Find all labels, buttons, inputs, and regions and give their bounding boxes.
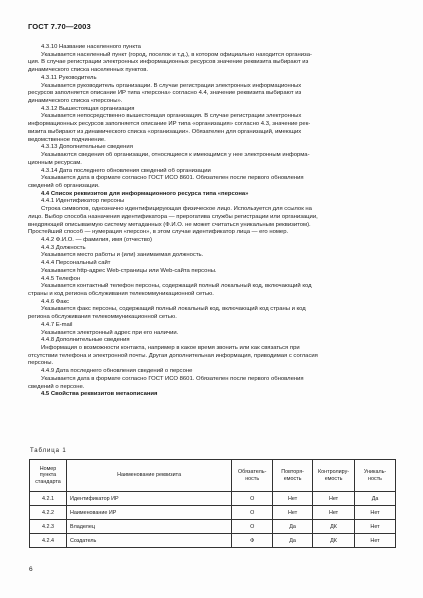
obligation-cell: О	[232, 506, 273, 520]
controllability-cell: ДК	[313, 520, 355, 534]
text-line: Указывается контактный телефон персоны, содержащий полный локальный код, включающий код	[41, 283, 312, 290]
table-row	[30, 492, 396, 506]
text-line: внедряющей описываемую систему метаданных (Ф.И.О. не может считаться уникальным реквизитом).	[28, 221, 311, 228]
repeatability-cell: Нет	[273, 492, 313, 506]
text-line: Указывается населенный пункт (город, поселок и т.д.), в котором официально находится организа-	[41, 51, 312, 58]
header-clause-number: Номер пункта стандарта	[30, 460, 67, 492]
table-row	[30, 506, 396, 520]
clause-number-cell: 4.2.1	[30, 492, 67, 506]
text-line: Указывается дата в формате согласно ГОСТ ИСО 8601. Обязателен после первого обновления	[41, 375, 304, 382]
text-line: Указывается место работы и (или) занимаемая должность.	[41, 252, 204, 259]
table-header-row	[30, 460, 396, 492]
controllability-cell: ДК	[313, 534, 355, 548]
page-number: 6	[29, 566, 33, 573]
properties-table	[29, 459, 396, 548]
attribute-name-cell: Идентификатор ИР	[66, 492, 231, 506]
uniqueness-cell: Нет	[355, 534, 396, 548]
document-header: ГОСТ 7.70—2003	[28, 22, 91, 31]
text-line: ведомственное подчинение.	[28, 136, 106, 143]
text-line: 4.4.7 E-mail	[41, 321, 73, 328]
clause-number-cell: 4.2.3	[30, 520, 67, 534]
text-line: сведений о персоне.	[28, 383, 85, 390]
text-line: персоны.	[28, 360, 54, 367]
text-line: 4.4.1 Идентификатор персоны	[41, 198, 125, 205]
text-line: Указывается руководитель организации. В случае регистрации электронных информационных	[41, 82, 302, 89]
text-line: 4.4.5 Телефон	[41, 275, 81, 282]
clause-number-cell: 4.2.2	[30, 506, 67, 520]
text-line: 4.3.14 Дата последнего обновления сведений об организации	[41, 167, 211, 174]
text-line: динамического списка населенных пунктов.	[28, 67, 149, 74]
text-line: 4.3.11 Руководитель	[41, 74, 97, 81]
header-attribute-name: Наименование реквизита	[66, 460, 231, 492]
repeatability-cell: Да	[273, 520, 313, 534]
table-caption: Таблица 1	[30, 448, 67, 454]
table-body	[30, 492, 396, 548]
text-line: Указывается электронный адрес при его наличии.	[41, 329, 179, 336]
header-obligation: Обязатель-ность	[232, 460, 273, 492]
text-line: ресурсов заполняется описание ИР типа «персона» согласно 4.4, значение реквизита выбирают из	[28, 90, 302, 97]
controllability-cell: Нет	[313, 506, 355, 520]
clause-number-cell: 4.2.4	[30, 534, 67, 548]
text-line: Простейший способ — нумерация «персон», в этом случае идентификатор лица — его номер.	[28, 229, 289, 236]
uniqueness-cell: Нет	[355, 506, 396, 520]
obligation-cell: О	[232, 492, 273, 506]
obligation-cell: Ф	[232, 534, 273, 548]
text-line: 4.4.2 Ф.И.О. — фамилия, имя (отчество)	[41, 236, 153, 243]
header-uniqueness: Уникаль-ность	[355, 460, 396, 492]
text-line: информационных ресурсов заполняется описание ИР типа «организация» согласно 4.3, значение рек-	[28, 121, 311, 128]
text-line: 4.3.12 Вышестоящая организация	[41, 105, 135, 112]
repeatability-cell: Да	[273, 534, 313, 548]
text-line: сведений об организации.	[28, 182, 100, 189]
body-text	[28, 44, 396, 399]
repeatability-cell: Нет	[273, 506, 313, 520]
text-line: 4.3.13 Дополнительные сведения	[41, 144, 133, 151]
text-line: визита выбирают из динамического списка «организации». Обязателен для организаций, имеющих	[28, 128, 302, 135]
text-line: Указывается факс персоны, содержащий полный локальный код, включающий код страны и код	[41, 306, 306, 313]
header-repeatability: Повторя-емость	[273, 460, 313, 492]
attribute-name-cell: Владелец	[66, 520, 231, 534]
table-row	[30, 520, 396, 534]
text-line: 4.4.3 Должность	[41, 244, 86, 251]
text-line: 4.5 Свойства реквизитов метаописания	[41, 391, 158, 398]
text-line: 4.4 Список реквизитов для информационного ресурса типа «персона»	[41, 190, 249, 197]
text-line: динамического списка «персоны».	[28, 98, 123, 105]
uniqueness-cell: Нет	[355, 520, 396, 534]
text-line: страны и код региона обслуживания телекоммуникационной сетью.	[28, 291, 214, 297]
text-line: 4.4.6 Факс	[41, 298, 70, 305]
text-line: 4.4.8 Дополнительные сведения	[41, 337, 130, 344]
header-controllability: Контролиру-емость	[313, 460, 355, 492]
obligation-cell: О	[232, 520, 273, 534]
text-line: отсутствии телефона и электронной почты. Другая дополнительная информация, приводимая с согласия	[28, 352, 318, 359]
uniqueness-cell: Да	[355, 492, 396, 506]
text-line: Указывается дата в формате согласно ГОСТ ИСО 8601. Обязателен после первого обновления	[41, 175, 304, 182]
text-line: Информация о возможности контакта, например в какое время звонить или как связаться при	[41, 345, 300, 352]
text-line: 4.3.10 Название населенного пункта	[41, 44, 141, 50]
controllability-cell: Нет	[313, 492, 355, 506]
text-line: 4.4.9 Дата последнего обновления сведений о персоне	[41, 368, 193, 375]
text-line: ционным ресурсам.	[28, 159, 82, 166]
attribute-name-cell: Наименование ИР	[66, 506, 231, 520]
text-line: лицо. Выбор способа назначения идентификатора — прерогатива службы регистрации или организации,	[28, 213, 318, 220]
text-line: Указывается http-адрес Web-страницы или Web-сайта персоны.	[41, 267, 217, 274]
text-line: 4.4.4 Персональный сайт	[41, 260, 111, 267]
text-line: ция. В случае регистрации электронных информационных ресурсов значение реквизита выбирают из	[28, 59, 309, 66]
text-line: региона обслуживания телекоммуникационной сетью.	[28, 314, 177, 321]
text-line: Указывается непосредственно вышестоящая организация. В случае регистрации электронных	[41, 113, 302, 120]
table-row	[30, 534, 396, 548]
text-line: Строка символов, однозначно идентифицирующая физическое лицо. Используется для ссылок на	[41, 206, 312, 213]
text-line: Указываются сведения об организации, относящиеся к имеющимся у нее электронным информа-	[41, 152, 310, 159]
attribute-name-cell: Создатель	[66, 534, 231, 548]
